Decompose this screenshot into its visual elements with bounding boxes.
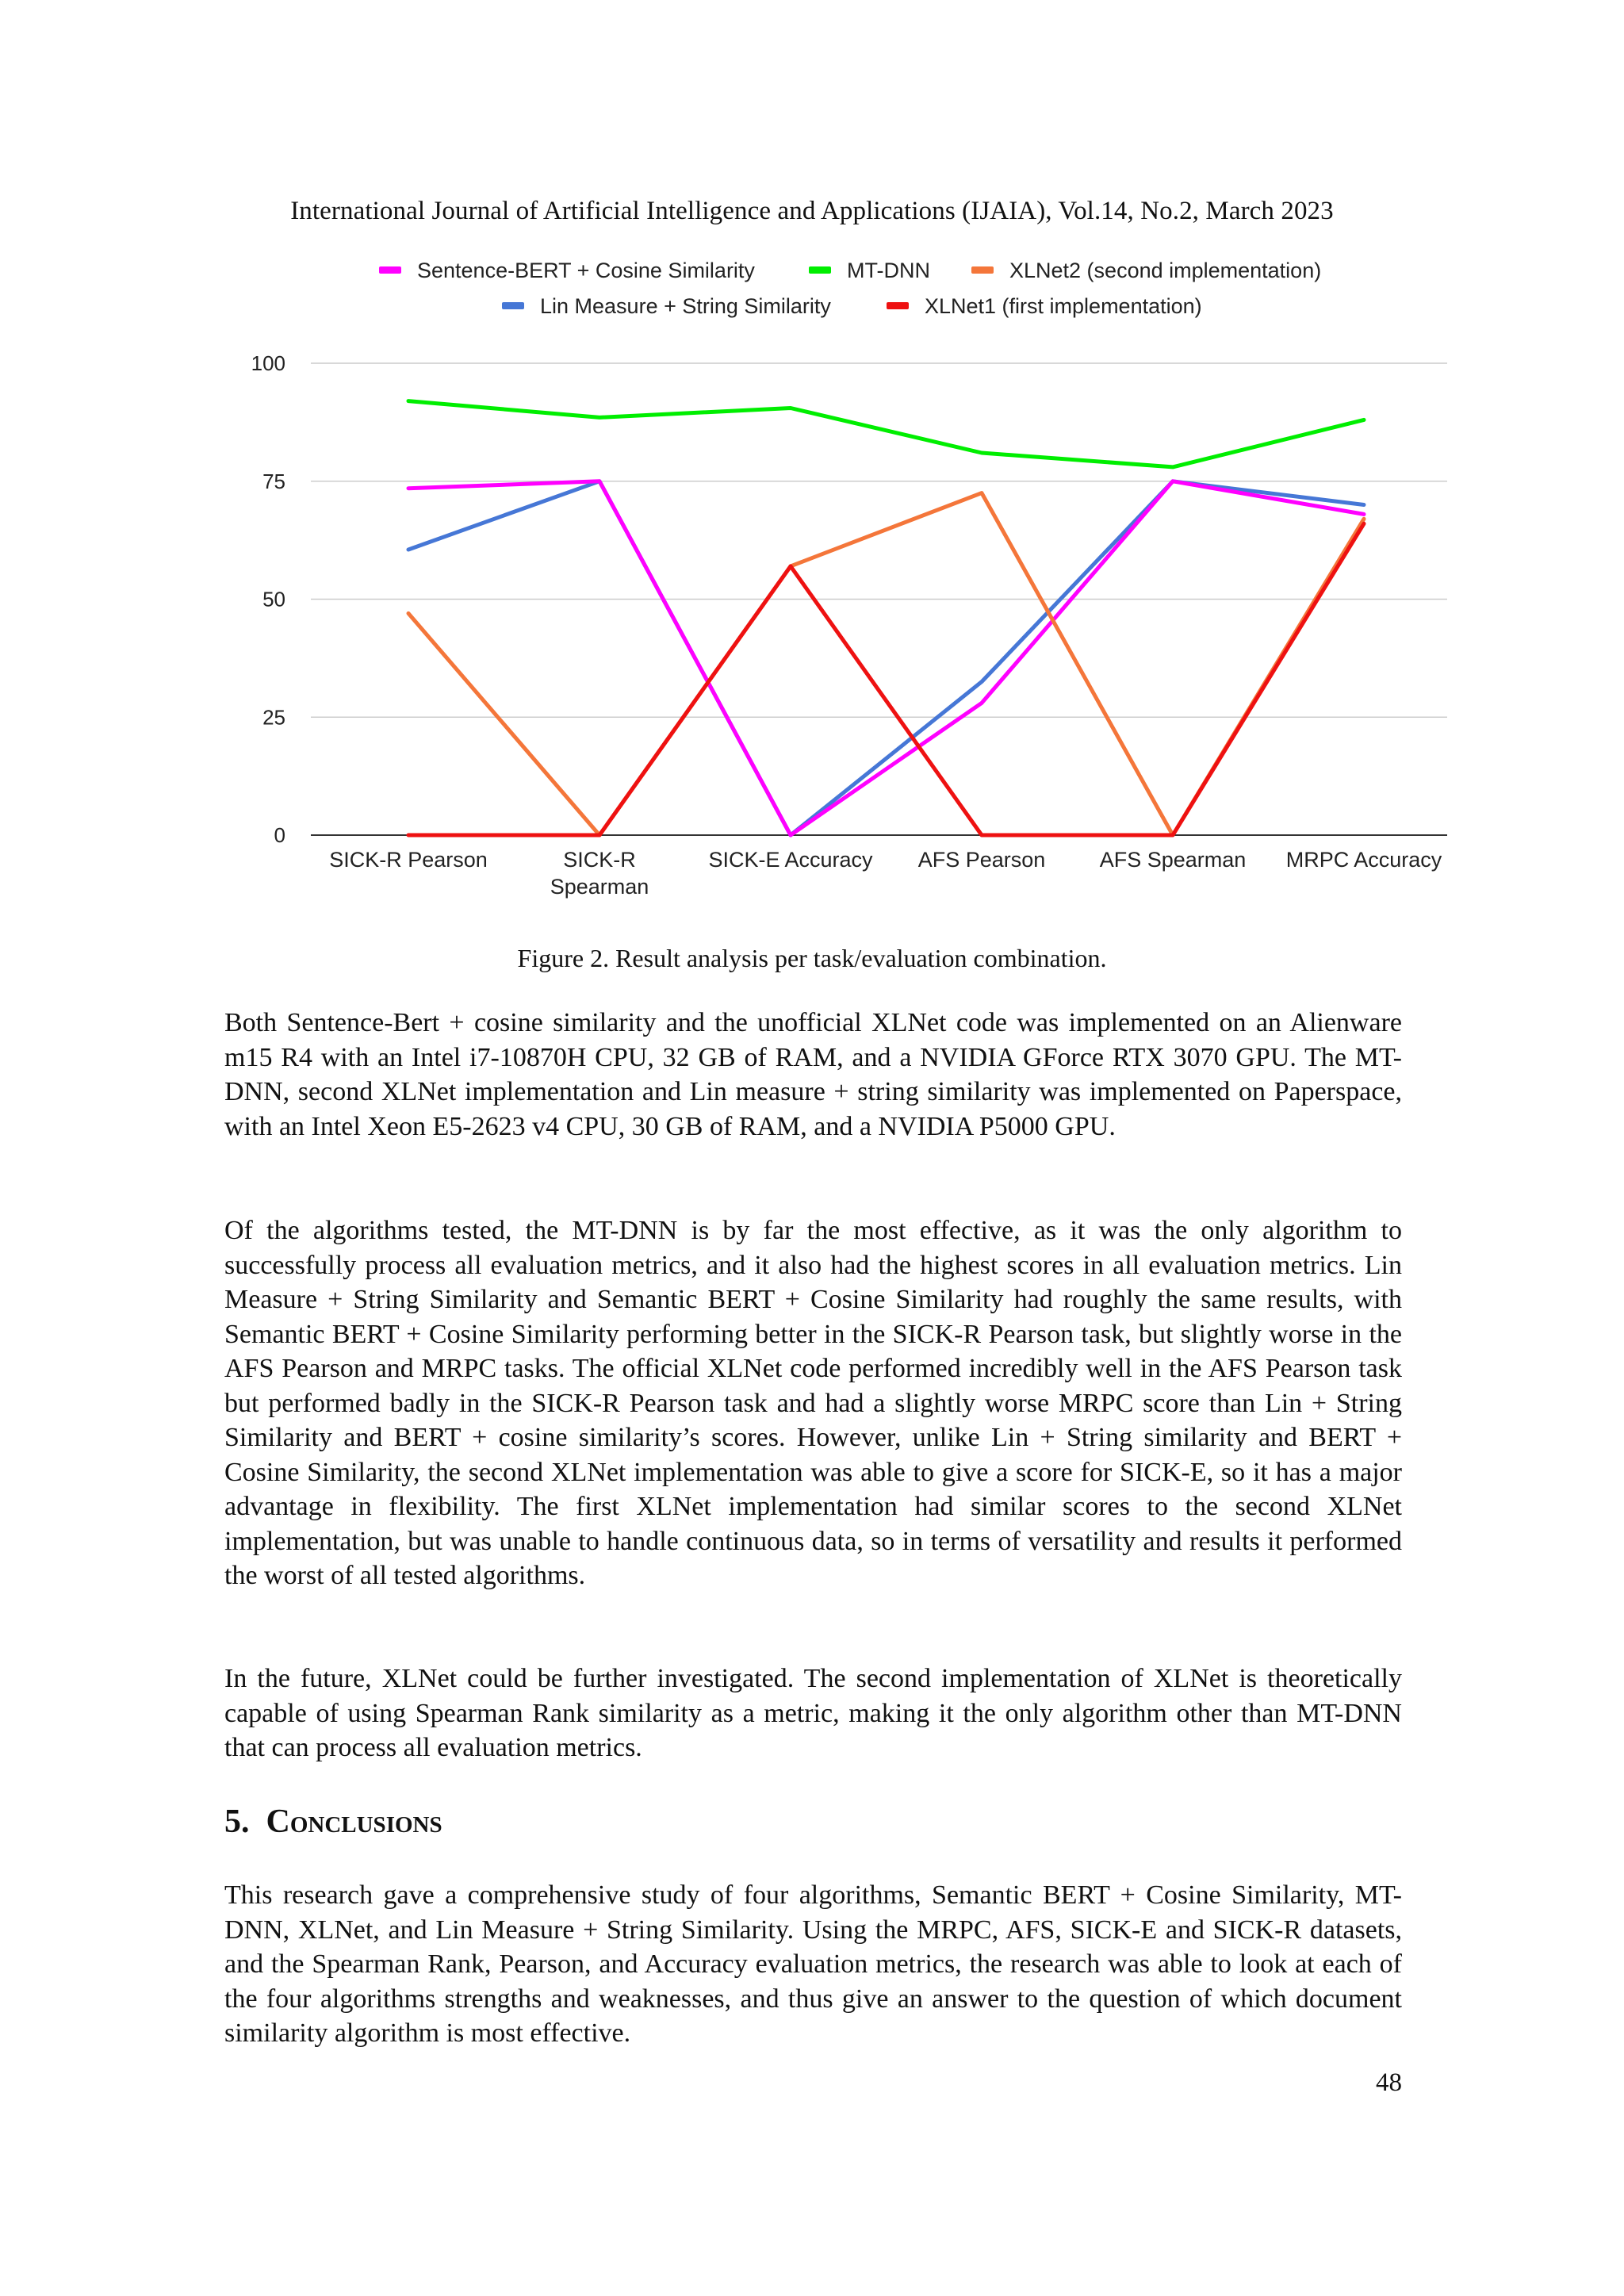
x-axis-ticks <box>329 848 1442 899</box>
section-title: Conclusions <box>266 1803 442 1840</box>
legend-swatch <box>887 302 909 309</box>
running-header: International Journal of Artificial Intelligence and Applications (IJAIA), Vol.14, No.2, March 2023 <box>290 197 1334 225</box>
x-tick-label: SICK-R Spearman <box>550 848 649 899</box>
paragraph-conclusions: This research gave a comprehensive study of four algorithms, Semantic BERT + Cosine Similarity, MT-DNN, XLNet, and Lin Measure + String Similarity. Using the MRPC, AFS, SICK-E and SICK-R datasets, and the Spearman Rank, Pearson, and Accuracy evaluation metrics, the research was able to look at each of the four algorithms strengths and weaknesses, and thus give an answer to the question of which document similarity algorithm is most effective. <box>224 1880 1402 2048</box>
y-tick-label: 75 <box>262 469 285 493</box>
chart-series <box>408 401 1364 835</box>
y-tick-label: 0 <box>274 823 285 847</box>
x-tick-label: AFS Pearson <box>917 848 1046 872</box>
y-tick-label: 100 <box>251 351 285 375</box>
legend-label: Sentence-BERT + Cosine Similarity <box>417 259 755 282</box>
legend-swatch <box>971 266 994 274</box>
x-tick-label: AFS Spearman <box>1099 848 1247 872</box>
legend-label: XLNet2 (second implementation) <box>1009 259 1322 282</box>
series-line <box>408 523 1364 835</box>
paragraph-future-work: In the future, XLNet could be further investigated. The second implementation of XLNet is theoretically capable of using Spearman Rank similarity as a metric, making it the only algorithm other than MT-DNN that can process all evaluation metrics. <box>224 1664 1402 1762</box>
y-tick-label: 25 <box>262 705 285 730</box>
x-tick-label: SICK-E Accuracy <box>708 848 873 872</box>
legend-label: Lin Measure + String Similarity <box>540 294 831 318</box>
page-number: 48 <box>1376 2068 1402 2097</box>
result-line-chart <box>238 246 1475 912</box>
series-line <box>408 401 1364 467</box>
y-axis-ticks <box>251 351 285 847</box>
section-heading-conclusions <box>224 1803 442 1841</box>
series-line <box>408 493 1364 835</box>
y-tick-label: 50 <box>262 587 285 611</box>
x-tick-label: SICK-R Pearson <box>329 848 488 872</box>
legend-label: XLNet1 (first implementation) <box>925 294 1202 318</box>
chart-legend <box>379 259 1321 318</box>
legend-swatch <box>379 266 401 274</box>
x-tick-label: MRPC Accuracy <box>1285 848 1442 872</box>
section-number: 5. <box>224 1803 250 1840</box>
figure-caption: Figure 2. Result analysis per task/evaluation combination. <box>517 944 1107 972</box>
paragraph-hardware: Both Sentence-Bert + cosine similarity and the unofficial XLNet code was implemented on an Alienware m15 R4 with an Intel i7-10870H CPU, 32 GB of RAM, and a NVIDIA GForce RTX 3070 GPU. The MT-DNN, second XLNet implementation and Lin measure + string similarity was implemented on Paperspace, with an Intel Xeon E5-2623 v4 CPU, 30 GB of RAM, and a NVIDIA P5000 GPU. <box>224 1008 1402 1141</box>
paragraph-results-discussion: Of the algorithms tested, the MT-DNN is by far the most effective, as it was the only algorithm to successfully process all evaluation metrics, and it also had the highest scores in all evaluation metrics. Lin Measure + String Similarity and Semantic BERT + Cosine Similarity had roughly the same results, with Semantic BERT + Cosine Similarity performing better in the SICK-R Pearson task, but slightly worse in the AFS Pearson and MRPC tasks. The official XLNet code performed incredibly well in the AFS Pearson task but performed badly in the SICK-R Pearson task and had a slightly worse MRPC score than Lin + String Similarity and BERT + cosine similarity’s scores. However, unlike Lin + String similarity and BERT + Cosine Similarity, the second XLNet implementation was able to give a score for SICK-E, so it has a major advantage in flexibility. The first XLNet implementation had similar scores to the second XLNet implementation, but was unable to handle continuous data, so in terms of versatility and results it performed the worst of all tested algorithms. <box>224 1216 1402 1590</box>
legend-swatch <box>502 302 524 309</box>
legend-label: MT-DNN <box>847 259 930 282</box>
legend-swatch <box>809 266 831 274</box>
